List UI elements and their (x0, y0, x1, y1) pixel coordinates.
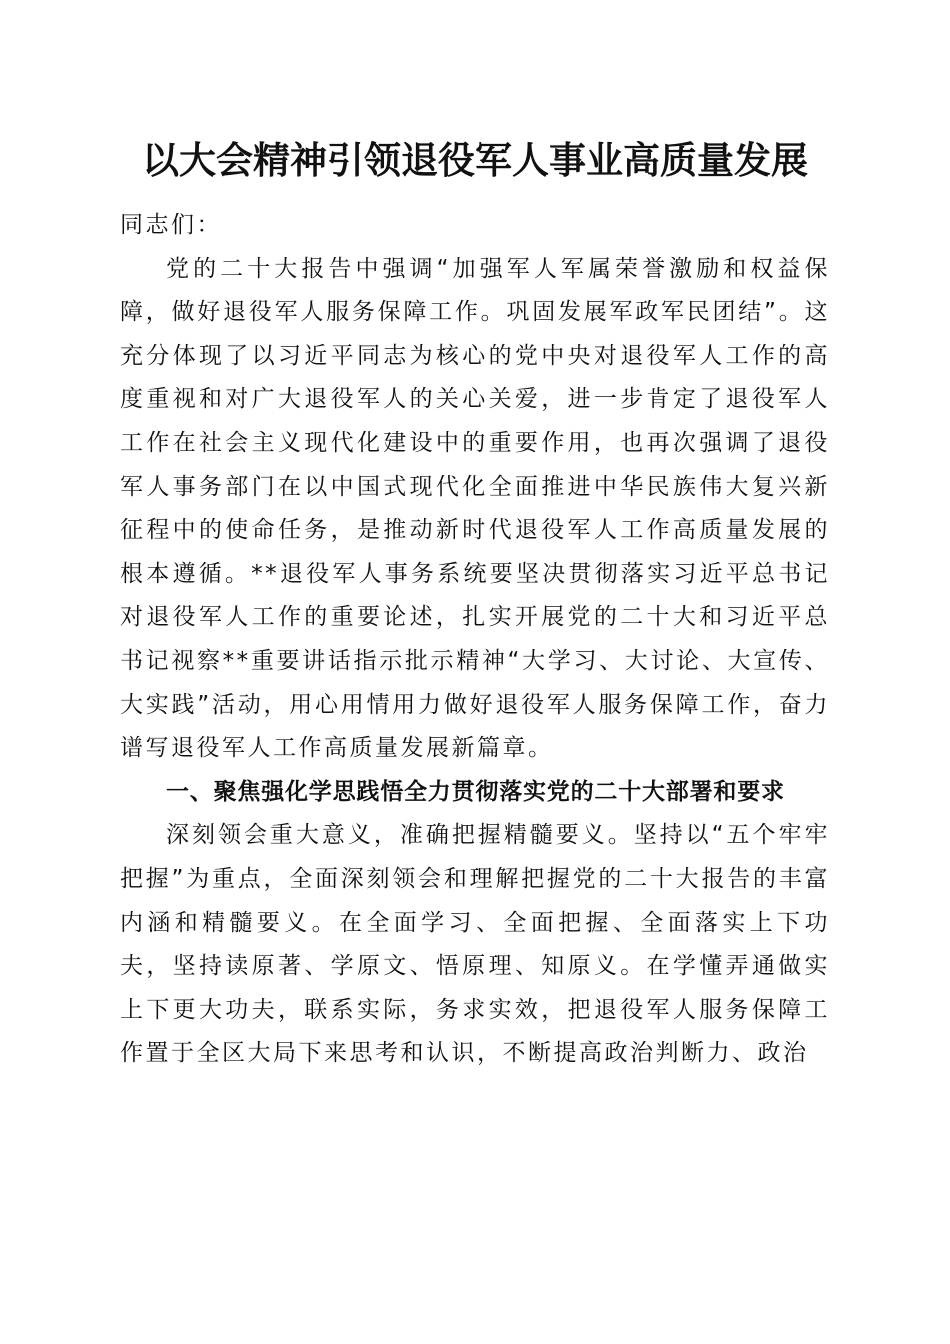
salutation: 同志们： (120, 212, 222, 238)
section-paragraph: 深刻领会重大意义，准确把握精髓要义。坚持以“五个牢牢把握”为重点，全面深刻领会和理解把握党的二十大报告的丰富内涵和精髓要义。在全面学习、全面把握、全面落实上下功夫，坚持读原著、学原文、悟原理、知原义。在学懂弄通做实上下更大功夫，联系实际，务求实效，把退役军人服务保障工作置于全区大局下来思考和认识，不断提高政治判断力、政治 (120, 822, 830, 1067)
document-body (120, 204, 830, 1076)
document-title: 以大会精神引领退役军人事业高质量发展 (142, 138, 808, 182)
section-heading: 一、聚焦强化学思践悟全力贯彻落实党的二十大部署和要求 (166, 778, 785, 805)
intro-paragraph: 党的二十大报告中强调“加强军人军属荣誉激励和权益保障，做好退役军人服务保障工作。巩固发展军政军民团结”。这充分体现了以习近平同志为核心的党中央对退役军人工作的高度重视和对广大退役军人的关心关爱，进一步肯定了退役军人工作在社会主义现代化建设中的重要作用，也再次强调了退役军人事务部门在以中国式现代化全面推进中华民族伟大复兴新征程中的使命任务，是推动新时代退役军人工作高质量发展的根本遵循。**退役军人事务系统要坚决贯彻落实习近平总书记对退役军人工作的重要论述，扎实开展党的二十大和习近平总书记视察**重要讲话指示批示精神“大学习、大讨论、大宣传、大实践”活动，用心用情用力做好退役军人服务保障工作，奋力谱写退役军人工作高质量发展新篇章。 (120, 255, 830, 762)
